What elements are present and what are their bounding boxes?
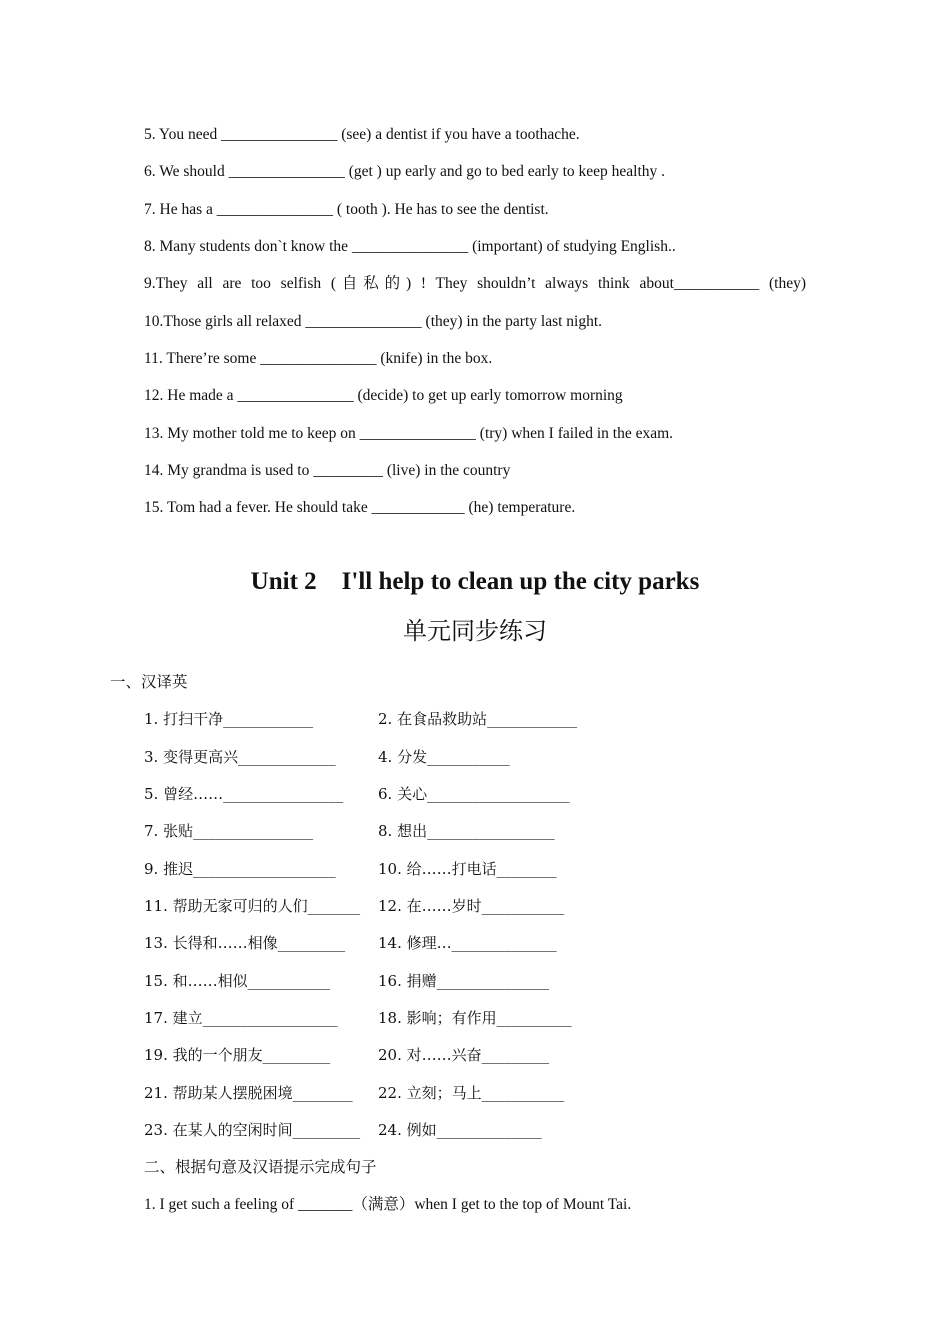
exercise-item-10: 10.Those girls all relaxed _______________ (they) in the party last night. [144,313,603,330]
vocab-item-5: 5. 曾经……________________ [144,785,344,803]
vocab-item-14: 14. 修理…______________ [378,934,557,952]
exercise-item-6: 6. We should _______________ (get ) up early and go to bed early to keep healthy . [144,163,666,180]
vocab-item-18: 18. 影响；有作用__________ [378,1009,572,1027]
exercise-item-5: 5. You need _______________ (see) a dentist if you have a toothache. [144,126,580,143]
exercise-item-7: 7. He has a _______________ ( tooth ). He has to see the dentist. [144,201,549,218]
vocab-item-3: 3. 变得更高兴_____________ [144,748,336,766]
exercise-item-14: 14. My grandma is used to _________ (live) in the country [144,462,511,479]
vocab-item-2: 2. 在食品救助站____________ [378,710,578,728]
section-2-item-1: 1. I get such a feeling of _______（满意）when I get to the top of Mount Tai. [144,1196,632,1213]
unit-title: Unit 2 I'll help to clean up the city parks [250,568,700,595]
vocab-item-6: 6. 关心___________________ [378,785,570,803]
exercise-item-8: 8. Many students don`t know the _______________ (important) of studying English.. [144,238,676,255]
section-2-heading: 二、根据句意及汉语提示完成句子 [144,1158,377,1176]
vocab-item-13: 13. 长得和……相像_________ [144,934,346,952]
vocab-item-17: 17. 建立__________________ [144,1009,338,1027]
vocab-item-24: 24. 例如______________ [378,1121,542,1139]
exercise-item-15: 15. Tom had a fever. He should take ____________ (he) temperature. [144,499,576,516]
exercise-item-11: 11. There’re some _______________ (knife) in the box. [144,350,493,367]
exercise-item-9: 9.They all are too selfish (自私的) ! They shouldn’t always think about___________ (they) [144,275,806,292]
exercise-item-13: 13. My mother told me to keep on _______________ (try) when I failed in the exam. [144,425,674,442]
section-1-heading: 一、汉译英 [110,673,188,691]
vocab-item-16: 16. 捐赠_______________ [378,972,550,990]
vocab-item-15: 15. 和……相似___________ [144,972,331,990]
exercise-item-12: 12. He made a _______________ (decide) to get up early tomorrow morning [144,387,623,404]
vocab-item-9: 9. 推迟___________________ [144,860,336,878]
vocab-item-23: 23. 在某人的空闲时间_________ [144,1121,361,1139]
vocab-item-22: 22. 立刻；马上___________ [378,1084,565,1102]
vocab-item-11: 11. 帮助无家可归的人们_______ [144,897,361,915]
unit-subtitle: 单元同步练习 [403,617,547,645]
vocab-item-1: 1. 打扫干净____________ [144,710,314,728]
vocab-item-4: 4. 分发___________ [378,748,510,766]
vocab-item-8: 8. 想出_________________ [378,822,555,840]
vocab-item-12: 12. 在……岁时___________ [378,897,565,915]
vocab-item-21: 21. 帮助某人摆脱困境________ [144,1084,353,1102]
vocab-item-7: 7. 张贴________________ [144,822,314,840]
vocab-item-20: 20. 对……兴奋_________ [378,1046,550,1064]
vocab-item-19: 19. 我的一个朋友_________ [144,1046,331,1064]
vocab-item-10: 10. 给……打电话________ [378,860,557,878]
